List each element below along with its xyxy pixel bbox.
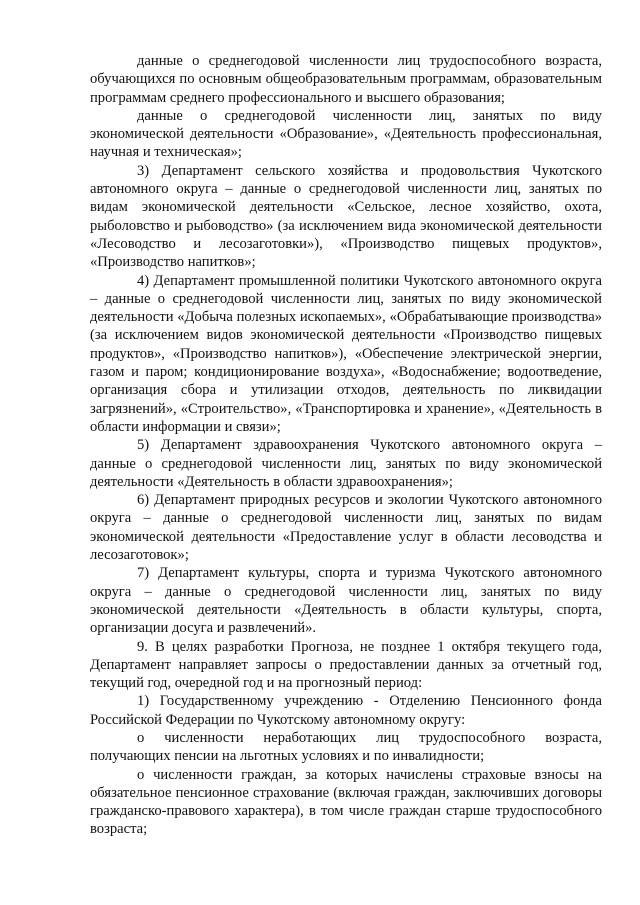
paragraph-section-9: 9. В целях разработки Прогноза, не позднее 1 октября текущего года, Департамент направляет запросы о предоставлении данных за отчетный год, текущий год, очередной год и на прогнозный период: bbox=[90, 638, 602, 692]
paragraph-insured-count: о численности граждан, за которых начислены страховые взносы на обязательное пенсионное страхование (включая граждан, заключивших договоры гражданско-правового характера), в том числе граждан старше трудоспособного возраста; bbox=[90, 766, 602, 838]
paragraph-item-7-culture: 7) Департамент культуры, спорта и туризма Чукотского автономного округа – данные о среднегодовой численности лиц, занятых по виду экономической деятельности «Деятельность в области культуры, спорта, организации досуга и развлечений». bbox=[90, 565, 602, 637]
document-body bbox=[90, 52, 602, 839]
paragraph-item-1-pension-fund: 1) Государственному учреждению - Отделению Пенсионного фонда Российской Федерации по Чукотскому автономному округу: bbox=[90, 693, 602, 728]
paragraph-item-4-industry: 4) Департамент промышленной политики Чукотского автономного округа – данные о среднегодовой численности лиц, занятых по виду экономической деятельности «Добыча полезных ископаемых», «Обрабатывающие производства» (за исключением видов экономической деятельности «Производство пищевых продуктов», «Производство напитков»), «Обеспечение электрической энергии, газом и паром; кондиционирование воздуха», «Водоснабжение; водоотведение, организация сбора и утилизации отходов, деятельность по ликвидации загрязнений», «Строительство», «Транспортировка и хранение», «Деятельность в области информации и связи»; bbox=[90, 272, 602, 435]
paragraph-item-6-natural-resources: 6) Департамент природных ресурсов и экологии Чукотского автономного округа – данные о среднегодовой численности лиц, занятых по видам экономической деятельности «Предоставление услуг в области лесоводства и лесозаготовок»; bbox=[90, 492, 602, 564]
paragraph-education-data: данные о среднегодовой численности лиц трудоспособного возраста, обучающихся по основным общеобразовательным программам, образовательным программам среднего профессионального и высшего образования; bbox=[90, 53, 602, 106]
paragraph-unemployed-count: о численности неработающих лиц трудоспособного возраста, получающих пенсии на льготных условиях и по инвалидности; bbox=[90, 729, 602, 765]
paragraph-item-5-healthcare: 5) Департамент здравоохранения Чукотского автономного округа – данные о среднегодовой численности лиц, занятых по виду экономической деятельности «Деятельность в области здравоохранения»; bbox=[90, 437, 602, 490]
paragraph-education-activity: данные о среднегодовой численности лиц, занятых по виду экономической деятельности «Образование», «Деятельность профессиональная, научная и техническая»; bbox=[90, 107, 602, 161]
paragraph-item-3-agriculture: 3) Департамент сельского хозяйства и продовольствия Чукотского автономного округа – данные о среднегодовой численности лиц, занятых по видам экономической деятельности «Сельское, лесное хозяйство, охота, рыболовство и рыбоводство» (за исключением вида экономической деятельности «Лесоводство и лесозаготовки»), «Производство пищевых продуктов», «Производство напитков»; bbox=[90, 162, 602, 271]
